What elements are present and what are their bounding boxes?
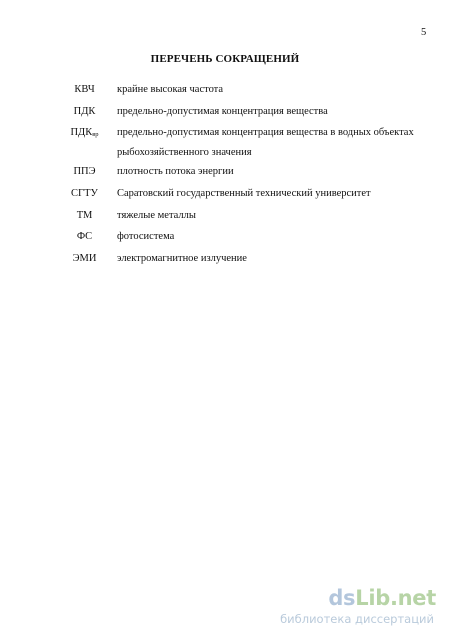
abbreviation-row <box>0 102 450 124</box>
page-number: 5 <box>421 27 427 38</box>
abbreviation-description: Саратовский государственный технический университет <box>117 187 371 199</box>
abbreviation-row <box>0 249 450 271</box>
abbreviation-description: фотосистема <box>117 231 175 243</box>
abbreviation-description: предельно-допустимая концентрация вещества в водных объектах рыбохозяйственного значения <box>117 127 414 158</box>
abbreviation-row <box>0 162 450 184</box>
page-title: ПЕРЕЧЕНЬ СОКРАЩЕНИЙ <box>150 53 300 65</box>
abbreviation-code: ППЭ <box>73 166 96 178</box>
abbreviation-row <box>0 123 450 162</box>
abbreviation-code: КВЧ <box>74 84 95 95</box>
abbreviation-code: ЭМИ <box>72 252 97 264</box>
abbreviation-row <box>0 206 450 228</box>
abbreviation-code: ПДК <box>73 105 96 117</box>
abbreviation-code: ТМ <box>76 209 93 221</box>
abbreviation-description: электромагнитное излучение <box>117 252 247 264</box>
dslib-logo <box>328 586 436 610</box>
abbreviation-list <box>0 80 450 270</box>
abbreviation-row <box>0 184 450 206</box>
abbreviation-description: предельно-допустимая концентрация вещества <box>117 105 328 117</box>
abbreviation-description: крайне высокая частота <box>117 84 224 95</box>
dslib-watermark <box>260 586 440 630</box>
abbreviation-description: тяжелые металлы <box>117 209 196 221</box>
abbreviation-code: ФС <box>76 231 93 243</box>
abbreviation-code: СГТУ <box>71 187 98 199</box>
logo-ds-part: ds <box>328 586 356 610</box>
logo-lib-part: Lib.net <box>355 586 436 610</box>
abbreviation-row <box>0 80 450 102</box>
abbreviation-row <box>0 227 450 249</box>
abbreviation-code: $ПДК_{вр}$ <box>70 127 99 139</box>
watermark-tagline: библиотека диссертаций <box>280 612 434 626</box>
abbreviation-description: плотность потока энергии <box>117 166 234 178</box>
